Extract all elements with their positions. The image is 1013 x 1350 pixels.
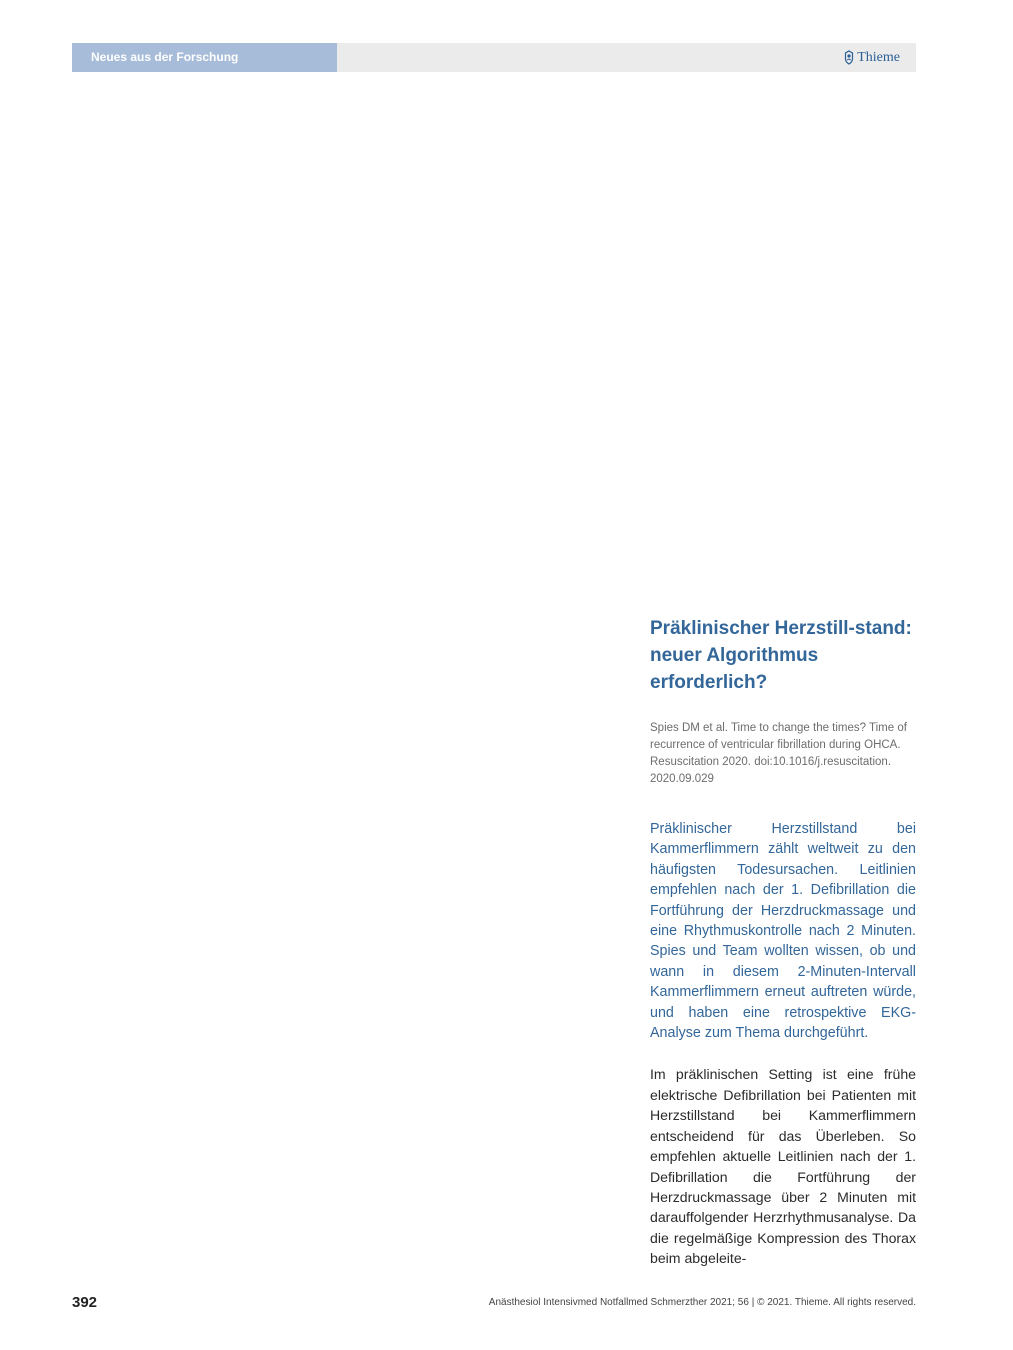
section-label: Neues aus der Forschung [72, 43, 337, 72]
article-abstract: Präklinischer Herzstillstand bei Kammerflimmern zählt weltweit zu den häufigsten Todesursachen. Leitlinien empfehlen nach der 1. Defibrillation die Fortführung der Herzdruckmassage und eine Rhythmuskontrolle nach 2 Minuten. Spies und Team wollten wissen, ob und wann in diesem 2-Minuten-Intervall Kammerflimmern erneut auftreten würde, und haben eine retrospektive EKG-Analyse zum Thema durchgeführt. [650, 821, 916, 1042]
publisher-logo [844, 43, 900, 72]
page-number: 392 [72, 1294, 98, 1311]
article-reference: Spies DM et al. Time to change the times? Time of recurrence of ventricular fibrillation during OHCA. Resuscitation 2020. doi:10.1016/j.resuscitation. 2020.09.029 [650, 722, 907, 785]
footer-citation: Anästhesiol Intensivmed Notfallmed Schmerzther 2021; 56 | © 2021. Thieme. All rights reserved. [488, 1297, 916, 1308]
header-bar [72, 43, 916, 72]
article-body: Im präklinischen Setting ist eine frühe elektrische Defibrillation bei Patienten mit Herzstillstand bei Kammerflimmern entscheidend für das Überleben. So empfehlen aktuelle Leitlinien nach der 1. Defibrillation die Fortführung der Herzdruckmassage über 2 Minuten mit darauffolgender Herzrhythmusanalyse. Da die regelmäßige Kompression des Thorax beim abgeleite- [650, 1066, 916, 1267]
thieme-logo-icon [844, 50, 854, 65]
article [650, 615, 916, 1269]
publisher-name: Thieme [857, 49, 900, 65]
article-title: Präklinischer Herzstill-stand: neuer Algorithmus erforderlich? [650, 618, 912, 693]
